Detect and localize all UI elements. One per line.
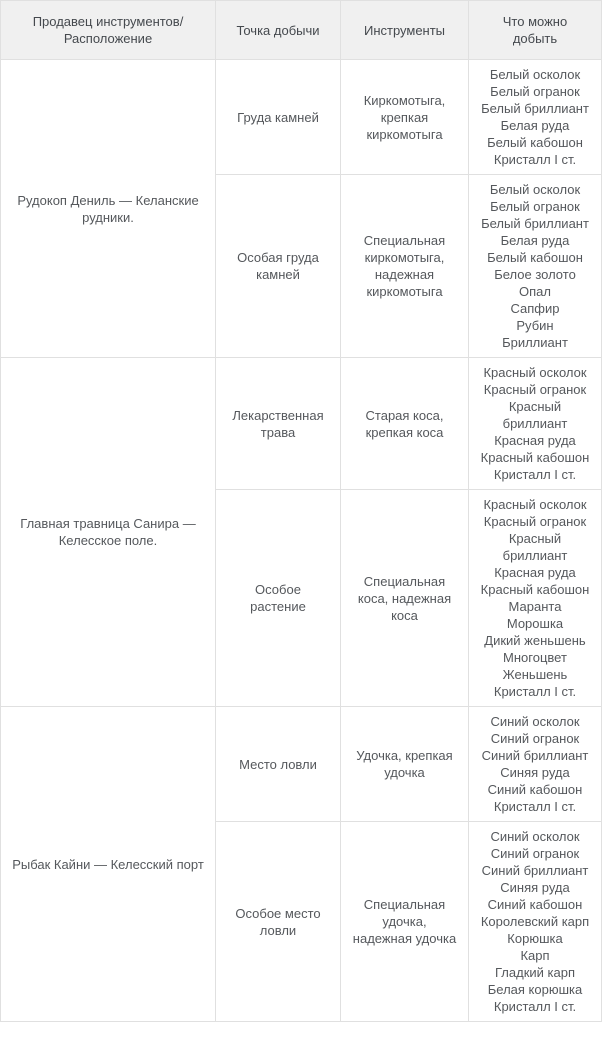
loot-item: Красный бриллиант xyxy=(502,531,568,563)
tools-cell xyxy=(341,60,469,175)
loot-item: Синий бриллиант xyxy=(481,863,589,878)
loot-item: Белая руда xyxy=(500,118,570,133)
loot-item: Красный кабошон xyxy=(480,582,590,597)
table-row xyxy=(1,707,602,822)
table-row xyxy=(1,358,602,490)
loot-item: Красный бриллиант xyxy=(502,399,568,431)
tools-text: Киркомотыга, крепкая киркомотыга xyxy=(363,92,446,142)
gather-point-text: Место ловли xyxy=(239,756,317,772)
col-header-tools: Инструменты xyxy=(341,1,469,60)
loot-item: Синий осколок xyxy=(490,714,580,729)
loot-list xyxy=(480,828,591,1015)
loot-item: Маранта xyxy=(508,599,562,614)
loot-item: Синий огранок xyxy=(490,846,580,861)
loot-cell xyxy=(469,707,602,822)
loot-item: Рубин xyxy=(516,318,554,333)
tools-text: Удочка, крепкая удочка xyxy=(356,748,453,780)
loot-item: Женьшень xyxy=(502,667,568,682)
loot-item: Кристалл I ст. xyxy=(493,152,577,167)
loot-item: Красный осколок xyxy=(483,497,587,512)
loot-item: Синий осколок xyxy=(490,829,580,844)
tools-cell xyxy=(341,707,469,822)
gather-point-text: Груда камней xyxy=(237,109,319,125)
gather-point-text: Особое место ловли xyxy=(235,905,321,938)
loot-item: Кристалл I ст. xyxy=(493,467,577,482)
loot-list xyxy=(480,66,591,168)
gather-point-text: Особая груда камней xyxy=(237,250,319,282)
loot-cell xyxy=(469,175,602,358)
loot-item: Белый осколок xyxy=(489,67,581,82)
loot-item: Белая руда xyxy=(500,233,570,248)
tools-cell xyxy=(341,358,469,490)
loot-item: Белый бриллиант xyxy=(481,216,589,231)
loot-item: Красная руда xyxy=(494,433,576,448)
loot-item: Многоцвет xyxy=(503,650,567,665)
loot-item: Синий кабошон xyxy=(487,897,583,912)
loot-item: Кристалл I ст. xyxy=(493,999,577,1014)
loot-item: Карп xyxy=(520,948,550,963)
tools-text: Специальная киркомотыга, надежная киркомотыга xyxy=(363,233,446,299)
loot-list xyxy=(480,713,591,815)
loot-item: Кристалл I ст. xyxy=(493,684,577,699)
loot-cell xyxy=(469,490,602,707)
tools-cell xyxy=(341,822,469,1022)
loot-item: Белый кабошон xyxy=(487,250,583,265)
loot-item: Корюшка xyxy=(507,931,563,946)
tools-cell xyxy=(341,490,469,707)
tools-text: Специальная коса, надежная коса xyxy=(357,573,452,623)
loot-item: Сапфир xyxy=(510,301,560,316)
loot-item: Белое золото xyxy=(494,267,576,282)
table-body xyxy=(1,60,602,1022)
loot-item: Красный кабошон xyxy=(480,450,590,465)
gather-point-cell xyxy=(216,60,341,175)
col-header-seller: Продавец инструментов/Расположение xyxy=(1,1,216,60)
tools-text: Специальная удочка, надежная удочка xyxy=(352,897,457,946)
table-header xyxy=(1,1,602,60)
seller-cell: Главная травница Санира — Келесское поле. xyxy=(1,358,216,707)
gather-point-text: Особое растение xyxy=(250,582,306,614)
seller-cell: Рыбак Кайни — Келесский порт xyxy=(1,707,216,1022)
loot-item: Белый огранок xyxy=(490,84,580,99)
loot-item: Красная руда xyxy=(494,565,576,580)
gather-point-cell xyxy=(216,175,341,358)
gather-point-cell xyxy=(216,358,341,490)
loot-item: Белый огранок xyxy=(490,199,580,214)
col-header-loot: Что можно добыть xyxy=(469,1,602,60)
loot-item: Опал xyxy=(519,284,551,299)
loot-item: Белая корюшка xyxy=(487,982,583,997)
loot-list xyxy=(480,496,591,700)
gather-point-cell xyxy=(216,490,341,707)
header-row xyxy=(1,1,602,60)
gather-point-text: Лекарственная трава xyxy=(232,407,324,440)
loot-item: Морошка xyxy=(506,616,564,631)
loot-item: Гладкий карп xyxy=(494,965,575,980)
loot-cell xyxy=(469,358,602,490)
loot-cell xyxy=(469,822,602,1022)
loot-list xyxy=(480,181,591,351)
loot-item: Белый кабошон xyxy=(487,135,583,150)
loot-item: Красный огранок xyxy=(483,382,587,397)
loot-item: Синий огранок xyxy=(490,731,580,746)
tools-cell xyxy=(341,175,469,358)
loot-item: Белый осколок xyxy=(489,182,581,197)
loot-item: Синий кабошон xyxy=(487,782,583,797)
loot-item: Белый бриллиант xyxy=(481,101,589,116)
seller-cell: Рудокоп Дениль — Келанские рудники. xyxy=(1,60,216,358)
loot-list xyxy=(480,364,591,483)
table-row xyxy=(1,60,602,175)
loot-item: Синяя руда xyxy=(500,765,570,780)
col-header-point: Точка добычи xyxy=(216,1,341,60)
loot-item: Королевский карп xyxy=(480,914,590,929)
gather-point-cell xyxy=(216,822,341,1022)
gather-point-cell xyxy=(216,707,341,822)
loot-item: Синяя руда xyxy=(500,880,570,895)
loot-item: Дикий женьшень xyxy=(484,633,586,648)
loot-cell xyxy=(469,60,602,175)
tools-text: Старая коса, крепкая коса xyxy=(365,407,444,440)
loot-item: Кристалл I ст. xyxy=(493,799,577,814)
loot-item: Красный огранок xyxy=(483,514,587,529)
loot-item: Бриллиант xyxy=(502,335,568,350)
loot-item: Красный осколок xyxy=(483,365,587,380)
loot-item: Синий бриллиант xyxy=(481,748,589,763)
